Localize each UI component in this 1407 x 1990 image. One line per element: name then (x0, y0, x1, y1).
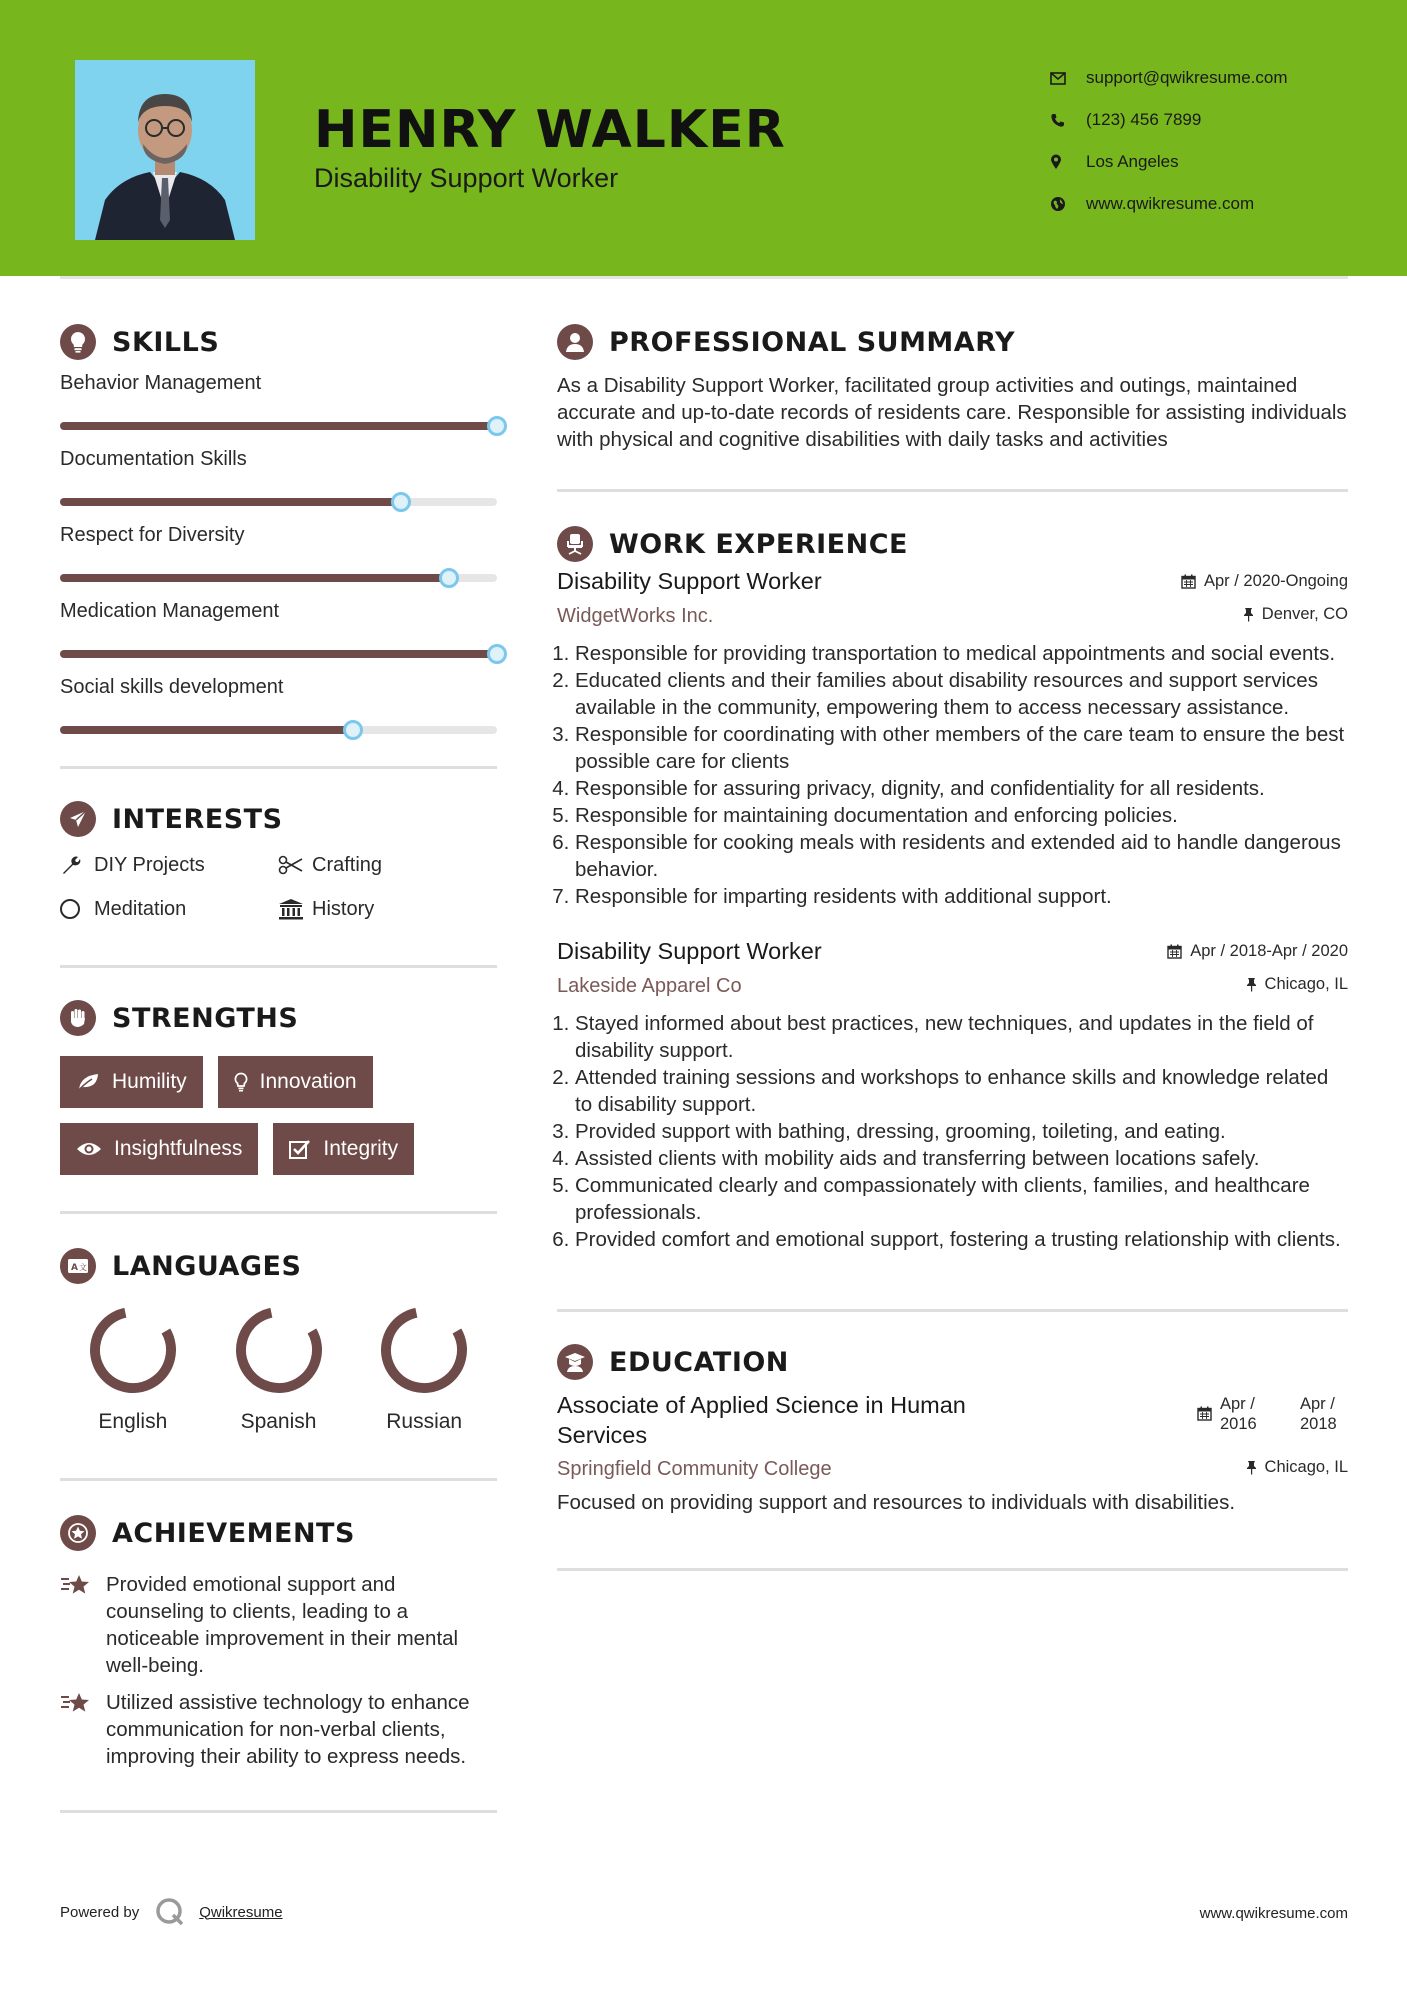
interest-item (278, 849, 497, 881)
section-divider (60, 766, 497, 769)
duty-item: 2. Educated clients and their families about disability resources and support services available in the community, empowering them to access necessary assistance. (575, 667, 1348, 721)
pushpin-icon (1246, 1460, 1257, 1475)
contact-location (1050, 141, 1288, 183)
user-icon (557, 324, 593, 360)
job-title: Disability Support Worker (557, 568, 822, 594)
interests-list (60, 849, 497, 925)
phone-text: (123) 456 7899 (1086, 110, 1202, 129)
education-dates (1197, 1390, 1348, 1450)
education-section (557, 1340, 1348, 1571)
job-date (1167, 942, 1348, 961)
job-subhead (557, 605, 1348, 628)
skill-item (60, 516, 497, 592)
achievements-title: ACHIEVEMENTS (112, 1517, 355, 1549)
job-subhead (557, 975, 1348, 998)
summary-text: As a Disability Support Worker, facilitated group activities and outings, maintained accurate and up-to-date records of residents care. Responsible for assisting individuals with physical and cognitive disabilities with daily tasks and activities (557, 374, 1347, 451)
shooting-star-icon (60, 1689, 106, 1770)
qwikresume-link[interactable]: Qwikresume (199, 1903, 283, 1921)
strengths-section (60, 996, 497, 1214)
company-name: WidgetWorks Inc. (557, 605, 714, 627)
right-column (557, 320, 1348, 1571)
phone-icon (1050, 113, 1086, 128)
skill-label: Documentation Skills (60, 448, 247, 470)
skills-title: SKILLS (112, 326, 220, 358)
section-divider (557, 1568, 1348, 1571)
achievement-text: Provided emotional support and counseling to clients, leading to a noticeable improvement in their mental well-being. (106, 1573, 459, 1677)
achievement-text: Utilized assistive technology to enhance communication for non-verbal clients, improving their ability to express needs. (106, 1691, 470, 1768)
interest-item (278, 893, 497, 925)
skill-level-knob (487, 416, 507, 436)
section-divider (557, 489, 1348, 492)
globe-icon (1050, 196, 1086, 212)
summary-title: PROFESSIONAL SUMMARY (609, 326, 1016, 358)
strength-label: Innovation (259, 1070, 357, 1093)
section-divider (60, 965, 497, 968)
star-badge-icon (60, 1515, 96, 1551)
lightbulb-icon (60, 324, 96, 360)
skill-bar (60, 574, 497, 582)
skill-item (60, 592, 497, 668)
skill-level-knob (343, 720, 363, 740)
strength-tag (60, 1123, 258, 1175)
duty-item: 7. Responsible for imparting residents with additional support. (575, 883, 1348, 910)
language-level-ring (376, 1302, 472, 1398)
education-subhead (557, 1458, 1348, 1481)
interest-label: DIY Projects (94, 853, 205, 876)
skill-level-knob (391, 492, 411, 512)
language-label: Spanish (240, 1410, 317, 1433)
languages-heading (60, 1244, 497, 1288)
strengths-list (60, 1056, 497, 1175)
skill-bar-fill (60, 422, 497, 430)
candidate-name: HENRY WALKER (314, 100, 786, 160)
experience-section (557, 522, 1348, 1312)
eye-icon (76, 1141, 102, 1157)
contact-email[interactable] (1050, 57, 1288, 99)
skill-item (60, 668, 497, 744)
language-level-arc (85, 1302, 181, 1398)
languages-section (60, 1244, 497, 1481)
duty-item: 3. Provided support with bathing, dressing, grooming, toileting, and eating. (575, 1118, 1348, 1145)
section-divider (60, 1211, 497, 1214)
skill-item (60, 364, 497, 440)
skill-bar-fill (60, 650, 497, 658)
job-title: Disability Support Worker (557, 938, 822, 964)
education-location-text: Chicago, IL (1264, 1458, 1348, 1476)
skill-bar-fill (60, 726, 353, 734)
degree-title: Associate of Applied Science in Human Services (557, 1392, 966, 1448)
pushpin-icon (1246, 977, 1257, 992)
education-title: EDUCATION (609, 1346, 789, 1378)
experience-title: WORK EXPERIENCE (609, 528, 908, 560)
interests-section (60, 797, 497, 968)
svg-text:文: 文 (79, 1263, 87, 1272)
interest-label: Crafting (312, 853, 383, 876)
summary-heading (557, 320, 1348, 364)
contact-phone[interactable] (1050, 99, 1288, 141)
qwikresume-logo-icon (155, 1897, 185, 1927)
skill-bar (60, 726, 497, 734)
strength-tag (60, 1056, 203, 1108)
skill-bar-fill (60, 574, 449, 582)
strength-label: Integrity (323, 1137, 399, 1160)
circle-icon (60, 898, 94, 920)
calendar-icon (1167, 944, 1182, 959)
fist-icon (60, 1000, 96, 1036)
skill-bar (60, 498, 497, 506)
achievement-item (60, 1571, 497, 1679)
envelope-icon (1050, 72, 1086, 85)
job-date-text: Apr / 2020-Ongoing (1203, 572, 1348, 590)
job-location (1243, 605, 1348, 624)
paper-plane-icon (60, 801, 96, 837)
leaf-icon (76, 1072, 100, 1092)
contact-website[interactable] (1050, 183, 1288, 225)
map-pin-icon (1050, 154, 1086, 170)
education-end (1300, 1394, 1348, 1434)
skill-level-knob (487, 644, 507, 664)
section-divider (60, 1478, 497, 1481)
duty-item: 1. Responsible for providing transportation to medical appointments and social events. (575, 640, 1348, 667)
strengths-title: STRENGTHS (112, 1002, 299, 1034)
language-level-arc (231, 1302, 327, 1398)
left-column (60, 320, 497, 1813)
language-item (351, 1302, 497, 1434)
skills-list (60, 364, 497, 744)
duty-item: 5. Responsible for maintaining documentation and enforcing policies. (575, 802, 1348, 829)
svg-text:A: A (71, 1263, 78, 1273)
pushpin-icon (1243, 607, 1254, 622)
calendar-icon (1197, 1394, 1212, 1421)
duty-item: 1. Stayed informed about best practices, new techniques, and updates in the field of disability support. (575, 1010, 1348, 1064)
summary-section (557, 320, 1348, 492)
office-chair-icon (557, 526, 593, 562)
skills-heading (60, 320, 497, 364)
graduate-icon (557, 1344, 593, 1380)
skill-label: Respect for Diversity (60, 524, 245, 546)
job-date-text: Apr / 2018-Apr / 2020 (1190, 942, 1348, 960)
experience-heading (557, 522, 1348, 566)
education-location (1246, 1458, 1348, 1477)
language-icon (60, 1248, 96, 1284)
skill-label: Behavior Management (60, 372, 262, 394)
duty-item: 2. Attended training sessions and workshops to enhance skills and knowledge related to disability support. (575, 1064, 1348, 1118)
duty-item: 4. Assisted clients with mobility aids and transferring between locations safely. (575, 1145, 1348, 1172)
job-head (557, 938, 1348, 965)
bank-icon (278, 898, 312, 920)
wrench-icon (60, 854, 94, 876)
job-date (1181, 572, 1348, 591)
section-divider (557, 1309, 1348, 1312)
language-level-arc (376, 1302, 472, 1398)
interest-label: Meditation (94, 897, 187, 920)
strength-tag (218, 1056, 373, 1108)
interest-label: History (312, 897, 375, 920)
strengths-heading (60, 996, 497, 1040)
languages-title: LANGUAGES (112, 1250, 302, 1282)
strength-label: Humility (112, 1070, 187, 1093)
job-entry (557, 938, 1348, 1253)
job-location-text: Chicago, IL (1264, 975, 1348, 993)
duty-item: 5. Communicated clearly and compassionately with clients, families, and healthcare professionals. (575, 1172, 1348, 1226)
strength-label: Insightfulness (114, 1137, 243, 1160)
company-name: Lakeside Apparel Co (557, 975, 742, 997)
skills-section (60, 320, 497, 769)
language-level-ring (231, 1302, 327, 1398)
shooting-star-icon (60, 1571, 106, 1679)
skill-label: Social skills development (60, 676, 284, 698)
education-head (557, 1390, 1348, 1450)
profile-photo (75, 60, 255, 240)
duty-item: 4. Responsible for assuring privacy, dignity, and confidentiality for all residents. (575, 775, 1348, 802)
education-description: Focused on providing support and resources to individuals with disabilities. (557, 1491, 1236, 1514)
footer-website[interactable]: www.qwikresume.com (1199, 1905, 1348, 1922)
website-text: www.qwikresume.com (1086, 194, 1255, 213)
language-label: Russian (386, 1410, 463, 1433)
achievements-section (60, 1511, 497, 1813)
achievements-heading (60, 1511, 497, 1555)
duties-list (557, 1010, 1348, 1253)
languages-list (60, 1302, 497, 1434)
strength-tag (273, 1123, 414, 1175)
achievement-item (60, 1689, 497, 1770)
scissors-icon (278, 855, 312, 875)
language-label: English (98, 1410, 168, 1433)
education-start-text: Apr / 2016 (1220, 1395, 1257, 1433)
skill-item (60, 440, 497, 516)
school-name: Springfield Community College (557, 1458, 832, 1480)
job-location-text: Denver, CO (1261, 605, 1348, 623)
language-item (60, 1302, 206, 1434)
duty-item: 6. Provided comfort and emotional support, fostering a trusting relationship with clients. (575, 1226, 1348, 1253)
job-head (557, 568, 1348, 595)
lightbulb-icon (234, 1072, 248, 1092)
education-start (1197, 1394, 1268, 1434)
job-entry (557, 568, 1348, 910)
check-square-icon (289, 1139, 311, 1159)
language-level-ring (85, 1302, 181, 1398)
duty-item: 6. Responsible for cooking meals with residents and extended aid to handle dangerous behavior. (575, 829, 1348, 883)
skill-label: Medication Management (60, 600, 280, 622)
skill-bar (60, 650, 497, 658)
interests-title: INTERESTS (112, 803, 283, 835)
education-heading (557, 1340, 1348, 1384)
skill-bar-fill (60, 498, 401, 506)
contact-list (1050, 57, 1288, 225)
email-text: support@qwikresume.com (1086, 68, 1288, 87)
skill-bar (60, 422, 497, 430)
job-location (1246, 975, 1348, 994)
duties-list (557, 640, 1348, 910)
jobs-list (557, 568, 1348, 1253)
section-divider (60, 1810, 497, 1813)
skill-level-knob (439, 568, 459, 588)
interest-item (60, 849, 278, 881)
duty-item: 3. Responsible for coordinating with other members of the care team to ensure the best possible care for clients (575, 721, 1348, 775)
interests-heading (60, 797, 497, 841)
location-text: Los Angeles (1086, 152, 1179, 171)
footer-powered-by (60, 1897, 283, 1927)
language-item (206, 1302, 352, 1434)
interest-item (60, 893, 278, 925)
header-divider (60, 276, 1348, 279)
candidate-title: Disability Support Worker (314, 163, 619, 193)
education-end-text: Apr / 2018 (1300, 1395, 1337, 1433)
calendar-icon (1181, 574, 1196, 589)
powered-by-text: Powered by (60, 1903, 140, 1921)
